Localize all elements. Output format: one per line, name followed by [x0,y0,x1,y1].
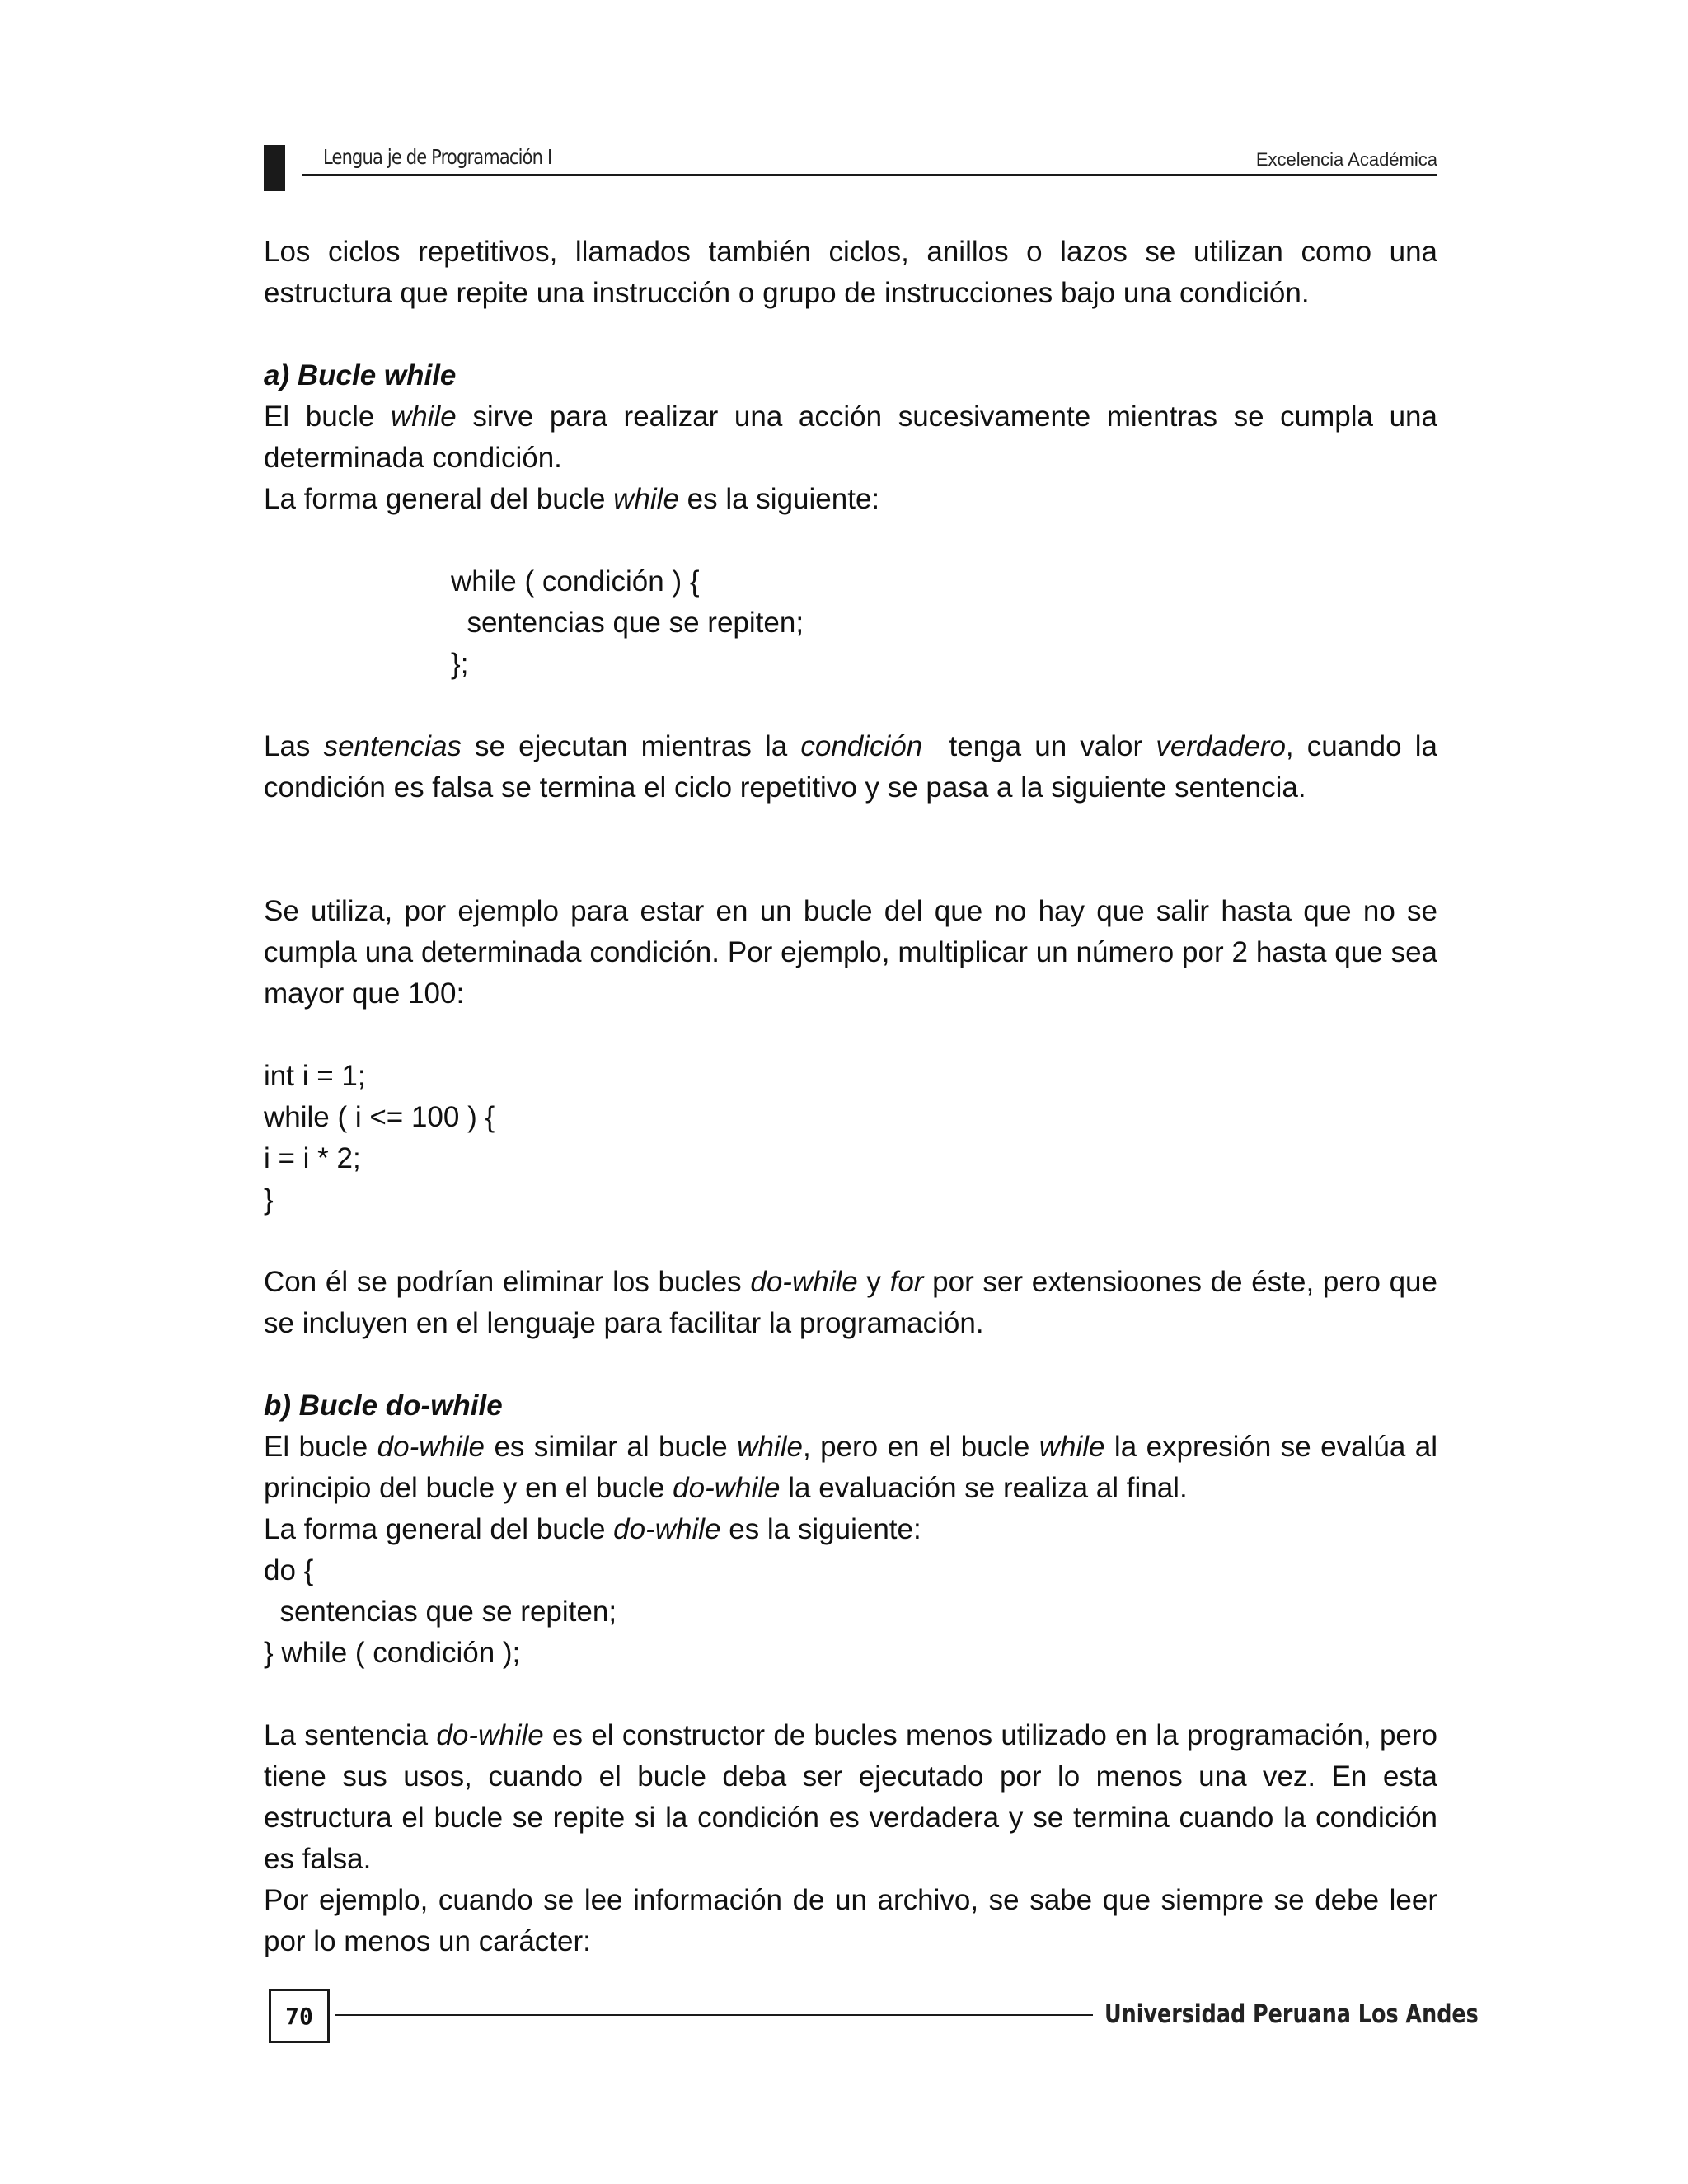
code-line: while ( condición ) { [451,565,700,598]
code-line: }; [451,648,469,680]
while-closing-paragraph: Con él se podrían eliminar los bucles do-while y for por ser extensioones de éste, pero que se incluyen en el lenguaje para facilitar la programación. [264,1266,1437,1339]
dowhile-heading: b) Bucle do-while [264,1390,503,1422]
footer-rule [335,2014,1093,2016]
header-title: Lengua je de Programación I [323,145,552,169]
while-description: El bucle while sirve para realizar una acción sucesivamente mientras se cumpla una determinada condición. [264,401,1437,474]
dowhile-example-intro: Por ejemplo, cuando se lee información de un archivo, se sabe que siempre se debe leer por lo menos un carácter: [264,1884,1437,1957]
code-line: i = i * 2; [264,1142,361,1174]
while-heading: a) Bucle while [264,359,457,391]
while-example-code [264,1056,1437,1221]
code-line: while ( i <= 100 ) { [264,1101,495,1133]
while-syntax-code [264,561,1437,685]
code-line: int i = 1; [264,1060,366,1092]
header-right-text: Excelencia Académica [1255,149,1437,170]
code-line: } [264,1183,274,1216]
code-line: sentencias que se repiten; [451,607,804,639]
dowhile-explanation: La sentencia do-while es el constructor de bucles menos utilizado en la programación, pero tiene sus usos, cuando el bucle deba ser ejecutado por lo menos una vez. En esta estructura el bucle se repite si la condición es verdadera y se termina cuando la condición es falsa. [264,1719,1437,1875]
header-mark [264,145,285,191]
intro-paragraph: Los ciclos repetitivos, llamados también ciclos, anillos o lazos se utilizan como una estructura que repite una instrucción o grupo de instrucciones bajo una condición. [264,236,1437,309]
while-general-form: La forma general del bucle while es la siguiente: [264,483,880,515]
dowhile-description: El bucle do-while es similar al bucle while, pero en el bucle while la expresión se evalúa al principio del bucle y en el bucle do-while la evaluación se realiza al final. [264,1431,1437,1504]
dowhile-general-form: La forma general del bucle do-while es la siguiente: [264,1513,921,1545]
while-usage-paragraph: Se utiliza, por ejemplo para estar en un bucle del que no hay que salir hasta que no se cumpla una determinada condición. Por ejemplo, multiplicar un número por 2 hasta que sea mayor que 100: [264,895,1437,1010]
dowhile-syntax-code [264,1550,1437,1674]
page-number: 70 [269,1989,330,2043]
while-explanation: Las sentencias se ejecutan mientras la condición tenga un valor verdadero, cuando la condición es falsa se termina el ciclo repetitivo y se pasa a la siguiente sentencia. [264,730,1437,804]
page-content [264,232,1437,1962]
header-rule [302,174,1437,176]
code-line: sentencias que se repiten; [264,1596,617,1628]
code-line: } while ( condición ); [264,1637,521,1669]
code-line: do { [264,1554,314,1586]
footer-university-name: Universidad Peruana Los Andes [1104,1999,1479,2029]
